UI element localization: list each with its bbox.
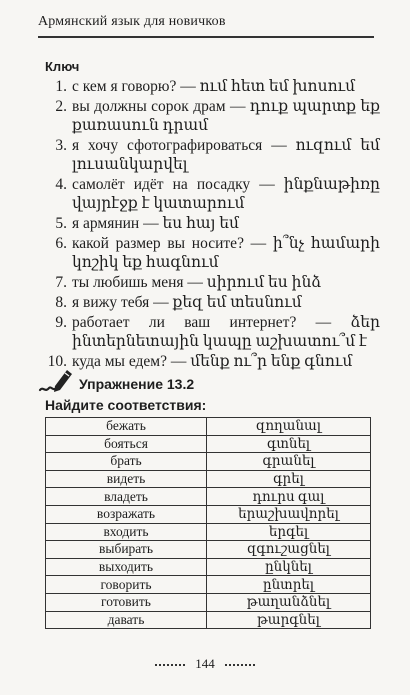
key-item-number: 4. xyxy=(55,176,67,193)
key-item xyxy=(45,136,380,174)
russian-word-cell: входить xyxy=(46,523,207,541)
key-item-text: самолёт идёт на посадку — ինքնաթիռը վայրէջք է կատարում xyxy=(72,176,380,212)
pencil-icon xyxy=(38,366,74,394)
russian-word-cell: выходить xyxy=(46,558,207,576)
table-row xyxy=(46,541,371,559)
russian-word-cell: бояться xyxy=(46,435,207,453)
footer-dots-left xyxy=(155,664,185,666)
key-item-text: работает ли ваш интернет? — ձեր ինտերնետային կապը աշխատու՞մ է xyxy=(72,314,380,350)
russian-word-cell: брать xyxy=(46,453,207,471)
table-row xyxy=(46,418,371,436)
key-item-text: с кем я говорю? — ում հետ եմ խոսում xyxy=(72,78,356,95)
key-item xyxy=(45,273,380,292)
key-item-text: я вижу тебя — քեզ եմ տեսնում xyxy=(72,294,302,311)
running-header: Армянский язык для новичков xyxy=(38,14,226,29)
key-item-text: ты любишь меня — սիրում ես ինձ xyxy=(72,274,322,291)
russian-word-cell: владеть xyxy=(46,488,207,506)
matching-table xyxy=(45,417,371,629)
table-row xyxy=(46,453,371,471)
key-item-text: вы должны сорок драм — դուք պարտք եք քառասուն դրամ xyxy=(72,98,380,134)
page-footer xyxy=(0,656,410,672)
key-item-number: 7. xyxy=(55,274,67,291)
key-item-number: 10. xyxy=(47,353,67,370)
footer-dots-right xyxy=(225,664,255,666)
key-item-number: 1. xyxy=(55,78,67,95)
answer-key-list xyxy=(45,77,380,372)
key-item-number: 5. xyxy=(55,215,67,232)
page-number: 144 xyxy=(195,656,215,671)
key-item-number: 2. xyxy=(55,98,67,115)
armenian-word-cell: ընտրել xyxy=(207,576,371,594)
russian-word-cell: видеть xyxy=(46,470,207,488)
key-item xyxy=(45,77,380,96)
armenian-word-cell: զողանալ xyxy=(207,418,371,436)
russian-word-cell: бежать xyxy=(46,418,207,436)
key-heading: Ключ xyxy=(45,59,80,74)
key-item xyxy=(45,175,380,213)
table-row xyxy=(46,505,371,523)
table-row xyxy=(46,523,371,541)
key-item-number: 9. xyxy=(55,314,67,331)
header-rule xyxy=(38,36,374,38)
armenian-word-cell: թաղանձնել xyxy=(207,593,371,611)
key-item-text: я хочу сфотографироваться — ուզում եմ լուսանկարվել xyxy=(72,137,380,173)
russian-word-cell: говорить xyxy=(46,576,207,594)
key-item xyxy=(45,234,380,272)
armenian-word-cell: դուրս գալ xyxy=(207,488,371,506)
armenian-word-cell: գրել xyxy=(207,470,371,488)
key-item xyxy=(45,293,380,312)
key-item-number: 6. xyxy=(55,235,67,252)
key-item-text: какой размер вы носите? — ի՞նչ համարի կոշիկ եք հագնում xyxy=(72,235,380,271)
armenian-word-cell: թարգնել xyxy=(207,611,371,629)
key-item xyxy=(45,97,380,135)
table-row xyxy=(46,558,371,576)
exercise-instruction: Найдите соответствия: xyxy=(45,397,207,413)
armenian-word-cell: զգուշացնել xyxy=(207,541,371,559)
exercise-title: Упражнение 13.2 xyxy=(79,376,195,392)
table-row xyxy=(46,593,371,611)
russian-word-cell: возражать xyxy=(46,505,207,523)
russian-word-cell: давать xyxy=(46,611,207,629)
key-item-number: 8. xyxy=(55,294,67,311)
armenian-word-cell: ընկնել xyxy=(207,558,371,576)
armenian-word-cell: գրանել xyxy=(207,453,371,471)
key-item-text: куда мы едем? — մենք ու՞ր ենք գնում xyxy=(72,353,353,370)
table-row xyxy=(46,470,371,488)
russian-word-cell: выбирать xyxy=(46,541,207,559)
armenian-word-cell: երաշխավորել xyxy=(207,505,371,523)
armenian-word-cell: գտնել xyxy=(207,435,371,453)
armenian-word-cell: երգել xyxy=(207,523,371,541)
key-item xyxy=(45,313,380,351)
key-item xyxy=(45,214,380,233)
table-row xyxy=(46,488,371,506)
russian-word-cell: готовить xyxy=(46,593,207,611)
key-item xyxy=(45,352,380,371)
table-row xyxy=(46,611,371,629)
table-row xyxy=(46,435,371,453)
key-item-text: я армянин — ես հայ եմ xyxy=(72,215,240,232)
key-item-number: 3. xyxy=(55,137,67,154)
table-row xyxy=(46,576,371,594)
